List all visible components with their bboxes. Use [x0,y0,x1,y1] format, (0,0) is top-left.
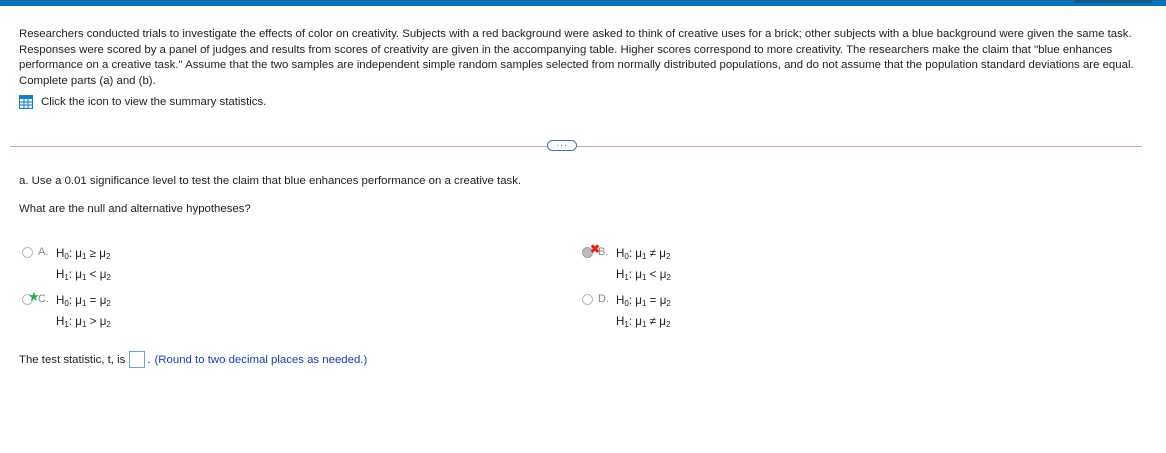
header-tab [1074,0,1152,3]
correct-star-icon: ★ [28,289,40,304]
header-bar [0,0,1166,6]
test-statistic-row [19,351,367,368]
problem-statement: Researchers conducted trials to investigate the effects of color on creativity. Subjects with a red background were asked to think of creative uses for a brick; other subjects with a blue background were given the same task. Responses were scored by a panel of judges and results from scores of creativity are given in the accompanying table. Higher scores correspond to more creativity. The researchers make the claim that "blue enhances performance on a creative task." Assume that the two samples are independent simple random samples selected from normally distributed populations, and do not assume that the population standard deviations are equal. Complete parts (a) and (b). [19,28,1134,87]
choice-b-null: $H_0$: $\mu_1 \ne \mu_2$ [616,247,671,261]
choice-c-letter: C. [38,293,49,305]
choice-a-letter: A. [38,246,49,258]
choice-c[interactable] [22,289,111,334]
hypotheses-question: What are the null and alternative hypotheses? [19,203,251,215]
choice-c-null: $H_0$: $\mu_1 = \mu_2$ [56,294,111,308]
choice-b[interactable] [582,242,671,287]
choice-a-null: $H_0$: $\mu_1 \ge \mu_2$ [56,247,111,261]
choice-b-letter: B. [598,246,609,258]
choice-a-hypotheses [56,245,111,287]
choice-d-null: $H_0$: $\mu_1 = \mu_2$ [616,294,671,308]
choice-d-hypotheses [616,292,671,334]
test-statistic-period: . [147,353,151,366]
choice-c-radio[interactable] [22,289,40,305]
summary-statistics-link-text[interactable]: Click the icon to view the summary statistics. [41,96,267,108]
choice-c-alternative: $H_1$: $\mu_1 > \mu_2$ [56,315,111,329]
test-statistic-label: The test statistic, t, is [19,353,126,366]
table-icon[interactable] [19,95,33,109]
expand-more-button[interactable]: ··· [547,140,577,151]
choice-a-alternative: $H_1$: $\mu_1 < \mu_2$ [56,268,111,282]
choice-d[interactable] [582,292,671,334]
choice-a[interactable] [22,245,111,287]
choice-c-hypotheses [56,292,111,334]
choice-d-letter: D. [598,293,609,305]
choice-d-radio[interactable] [582,294,593,305]
incorrect-mark-icon: ✖ [590,242,601,256]
choice-b-alternative: $H_1$: $\mu_1 < \mu_2$ [616,268,671,282]
part-a-prompt: a. Use a 0.01 significance level to test the claim that blue enhances performance on a creative task. [19,175,522,187]
choice-b-hypotheses [616,245,671,287]
rounding-hint: (Round to two decimal places as needed.) [154,353,368,366]
choice-d-alternative: $H_1$: $\mu_1 \ne \mu_2$ [616,315,671,329]
choice-a-radio[interactable] [22,247,33,258]
choice-b-radio[interactable] [582,242,601,258]
summary-statistics-link[interactable] [19,95,266,109]
test-statistic-input[interactable] [129,351,145,368]
